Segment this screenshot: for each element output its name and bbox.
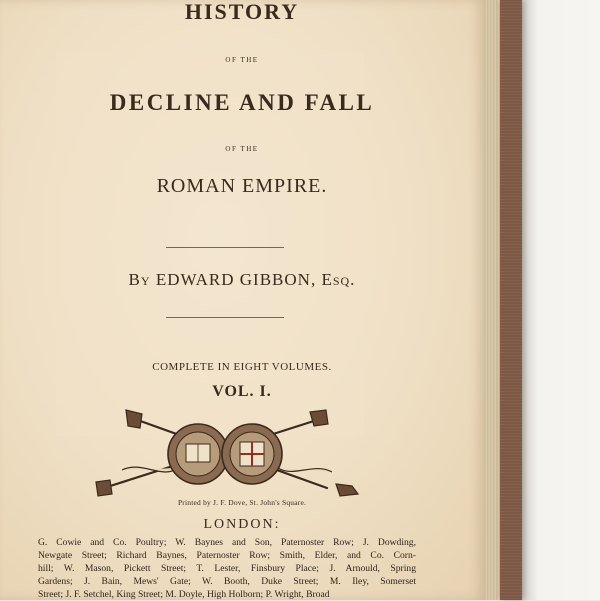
divider-rule-top <box>166 247 284 248</box>
imprint-line: G. Cowie and Co. Poultry; W. Baynes and Son, Paternoster Row; J. Dowding, <box>38 537 416 548</box>
imprint-block <box>38 536 416 601</box>
page-edges <box>484 0 500 600</box>
title-of-the-2: OF THE <box>225 145 259 153</box>
author-suffix: Esq. <box>321 270 356 289</box>
cover-shadow <box>522 0 538 600</box>
printer-credit: Printed by J. F. Dove, St. John's Square. <box>177 498 307 507</box>
book-cover <box>500 0 522 600</box>
author-prefix: By <box>128 270 151 289</box>
author-line <box>0 270 484 290</box>
title-of-the-1: OF THE <box>225 56 259 64</box>
imprint-line: Newgate Street; Richard Baynes, Paternoster Row; Smith, Elder, and Co. Corn- <box>38 550 416 561</box>
imprint-line: Street; J. F. Setchel, King Street; M. Doyle, High Holborn; P. Wright, Broad <box>38 589 330 600</box>
edition-note: COMPLETE IN EIGHT VOLUMES. <box>152 361 332 373</box>
crest-emblem-icon <box>82 404 372 500</box>
place-of-publication: LONDON: <box>203 517 281 532</box>
volume-label: VOL. I. <box>212 383 272 400</box>
imprint-line: hill; W. Mason, Pickett Street; T. Lester, Finsbury Place; J. Arnould, Spring <box>38 563 416 574</box>
imprint-line: Gardens; J. Bain, Mews' Gate; W. Booth, Duke Street; M. Iley, Somerset <box>38 576 416 587</box>
title-decline-and-fall: DECLINE AND FALL <box>109 90 375 115</box>
title-roman-empire: ROMAN EMPIRE. <box>156 175 328 197</box>
divider-rule-bottom <box>166 317 284 318</box>
author-name: EDWARD GIBBON, <box>155 270 317 289</box>
title-history: HISTORY <box>184 0 300 24</box>
